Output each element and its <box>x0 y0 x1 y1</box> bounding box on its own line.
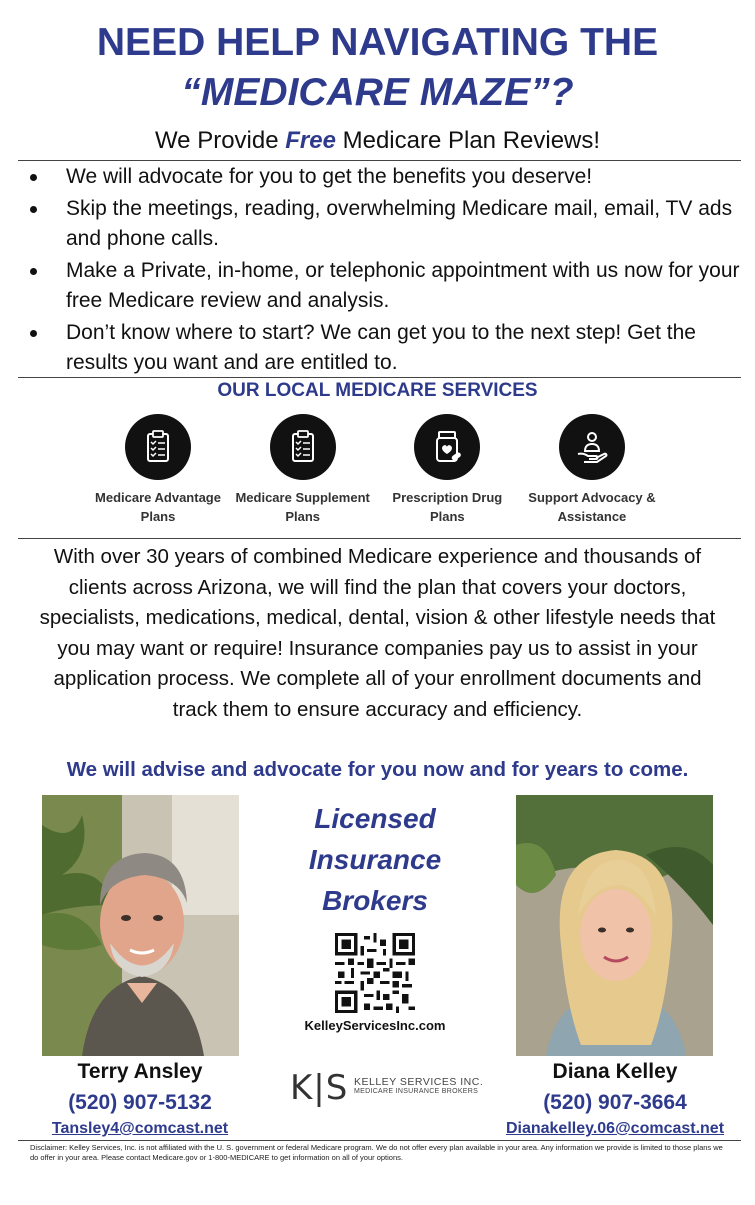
contact-phone-right[interactable]: (520) 907-3664 <box>543 1091 687 1114</box>
ks-logo-mark: K|S <box>290 1068 349 1108</box>
website-link[interactable]: KelleyServicesInc.com <box>304 1018 446 1033</box>
licensed-line: Brokers <box>322 885 428 916</box>
subhead-suffix: Medicare Plan Reviews! <box>342 127 601 154</box>
terry-ansley-photo <box>42 795 239 1056</box>
licensed-brokers-heading <box>275 798 475 921</box>
subhead-emphasis: Free <box>285 127 336 154</box>
bullet-icon <box>30 174 37 181</box>
licensed-line: Licensed <box>314 803 436 834</box>
logo-company-name: KELLEY SERVICES INC. <box>354 1076 484 1088</box>
service-supplement <box>235 414 371 526</box>
contact-name-right: Diana Kelley <box>552 1060 678 1083</box>
logo-subtitle: MEDICARE INSURANCE BROKERS <box>354 1088 479 1095</box>
licensed-line: Insurance <box>308 844 442 875</box>
benefit-item <box>26 256 741 316</box>
benefit-text: Make a Private, in-home, or telephonic appointment with us now for your free Medicare review and analysis. <box>66 259 740 312</box>
bullet-icon <box>30 206 37 213</box>
contact-name-left: Terry Ansley <box>77 1060 203 1083</box>
benefit-item <box>26 318 741 378</box>
divider-services-top <box>18 377 741 378</box>
service-label: Support Advocacy & Assistance <box>528 490 656 524</box>
kelley-services-logo <box>290 1058 490 1118</box>
service-label: Medicare Advantage Plans <box>95 490 221 524</box>
service-advantage <box>90 414 226 526</box>
headline-line2: “MEDICARE MAZE”? <box>181 71 574 114</box>
contact-email-right[interactable]: Dianakelley.06@comcast.net <box>505 1120 725 1137</box>
bullet-icon <box>30 268 37 275</box>
contact-phone-left[interactable]: (520) 907-5132 <box>68 1091 212 1114</box>
clipboard-icon <box>270 414 336 480</box>
service-label: Medicare Supplement Plans <box>235 490 370 524</box>
hand-support-icon <box>559 414 625 480</box>
diana-kelley-photo <box>516 795 713 1056</box>
benefit-list <box>26 162 741 380</box>
divider-disclaimer <box>18 1140 741 1141</box>
headline <box>0 18 755 118</box>
benefit-item <box>26 162 741 192</box>
pill-bottle-icon <box>414 414 480 480</box>
contact-email-left[interactable]: Tansley4@comcast.net <box>51 1120 229 1137</box>
ks-logo-text <box>354 1076 483 1095</box>
benefit-text: We will advocate for you to get the benefits you deserve! <box>66 165 593 188</box>
bullet-icon <box>30 330 37 337</box>
headline-line1: NEED HELP NAVIGATING THE <box>96 21 659 64</box>
divider-top <box>18 160 741 161</box>
benefit-text: Skip the meetings, reading, overwhelming Medicare mail, email, TV ads and phone calls. <box>66 197 733 250</box>
qr-code-icon[interactable] <box>335 933 415 1013</box>
service-support <box>524 414 660 526</box>
service-prescription <box>379 414 515 526</box>
benefit-item <box>26 194 741 254</box>
divider-services-bottom <box>18 538 741 539</box>
subheadline <box>0 124 755 158</box>
experience-paragraph: With over 30 years of combined Medicare experience and thousands of clients across Arizona, we will find the plan that covers your doctors, specialists, medications, medical, dental, vision & other lifestyle needs that you may want or require! Insurance companies pay us to assist in your application process. We complete all of your enrollment documents and track them to ensure accuracy and efficiency. <box>39 545 716 721</box>
services-title: OUR LOCAL MEDICARE SERVICES <box>217 380 538 401</box>
disclaimer-text: Disclaimer: Kelley Services, Inc. is not affiliated with the U. S. government or federal Medicare program. We do not offer every plan available in your area. Any information we provide is limited to those plans we do offer in your area. Please contact Medicare.gov or 1-800-MEDICARE to get information on all of your options. <box>30 1143 723 1162</box>
clipboard-icon <box>125 414 191 480</box>
advocate-tagline: We will advise and advocate for you now and for years to come. <box>66 758 689 781</box>
subhead-prefix: We Provide <box>154 127 279 154</box>
services-row <box>90 414 660 526</box>
service-label: Prescription Drug Plans <box>392 490 503 524</box>
benefit-text: Don’t know where to start? We can get you to the next step! Get the results you want and are entitled to. <box>66 321 696 374</box>
